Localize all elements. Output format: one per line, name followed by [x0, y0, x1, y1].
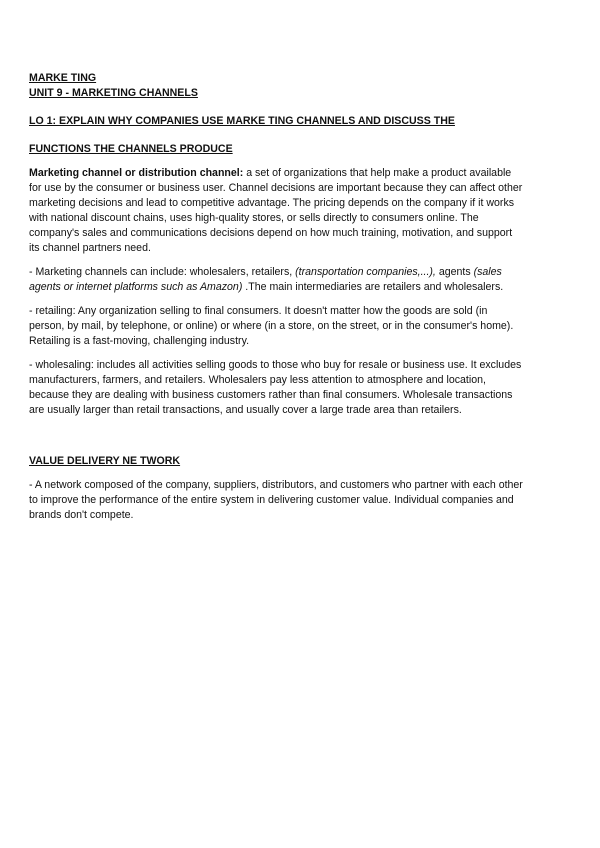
spacer	[29, 256, 524, 265]
spacer	[29, 295, 524, 304]
channels-mid: agents	[435, 266, 474, 278]
spacer	[29, 349, 524, 358]
channels-lead: - Marketing channels can include: wholesalers, retailers,	[29, 266, 296, 278]
spacer	[29, 469, 524, 478]
channels-italic-agents: (sales agents or internet platforms such as Amazon)	[29, 266, 502, 293]
definition-paragraph	[29, 166, 524, 256]
vdn-paragraph: - A network composed of the company, suppliers, distributors, and customers who partner with each other to improve the performance of the entire system in delivering customer value. Individual companies and brands don't compete.	[29, 479, 523, 521]
unit-heading: UNIT 9 - MARKETING CHANNELS	[29, 87, 198, 99]
vdn-heading: VALUE DELIVERY NE TWORK	[29, 455, 181, 467]
definition-text: a set of organizations that help make a product available for use by the consumer or business user. Channel decisions are important because they can affect other marketing decisions and lead to competitive advantage. The pricing depends on the company if it works with national discount chains, uses high-quality stores, or sells directly to consumers online. The company's sales and communications decisions depend on how much training, motivation, and support its channel partners need.	[29, 167, 523, 254]
retailing-paragraph: - retailing: Any organization selling to final consumers. It doesn't matter how the goods are sold (in person, by mail, by telephone, or online) or where (in a store, on the street, or in the consumer's home). Retailing is a fast-moving, challenging industry.	[29, 305, 514, 347]
wholesaling-paragraph: - wholesaling: includes all activities selling goods to those who buy for resale or business use. It excludes manufacturers, farmers, and retailers. Wholesalers pay less attention to atmosphere and location, because they are dealing with business customers rather than final consumers. Wholesale transactions are usually larger than retail transactions, and usually cover a large trade area than retailers.	[29, 359, 522, 416]
channels-tail: .The main intermediaries are retailers and wholesalers.	[242, 281, 504, 293]
spacer	[29, 101, 524, 114]
definition-term: Marketing channel or distribution channel:	[29, 167, 244, 179]
spacer	[29, 157, 524, 166]
channels-paragraph	[29, 265, 524, 295]
document-body	[29, 71, 524, 523]
channels-italic-transport: (transportation companies,...),	[295, 266, 436, 278]
lo-heading-line2: FUNCTIONS THE CHANNELS PRODUCE	[29, 143, 233, 155]
spacer	[29, 418, 524, 454]
subject-heading: MARKE TING	[29, 72, 97, 84]
lo-heading-line1: LO 1: EXPLAIN WHY COMPANIES USE MARKE TING CHANNELS AND DISCUSS THE	[29, 115, 455, 127]
spacer	[29, 129, 524, 142]
